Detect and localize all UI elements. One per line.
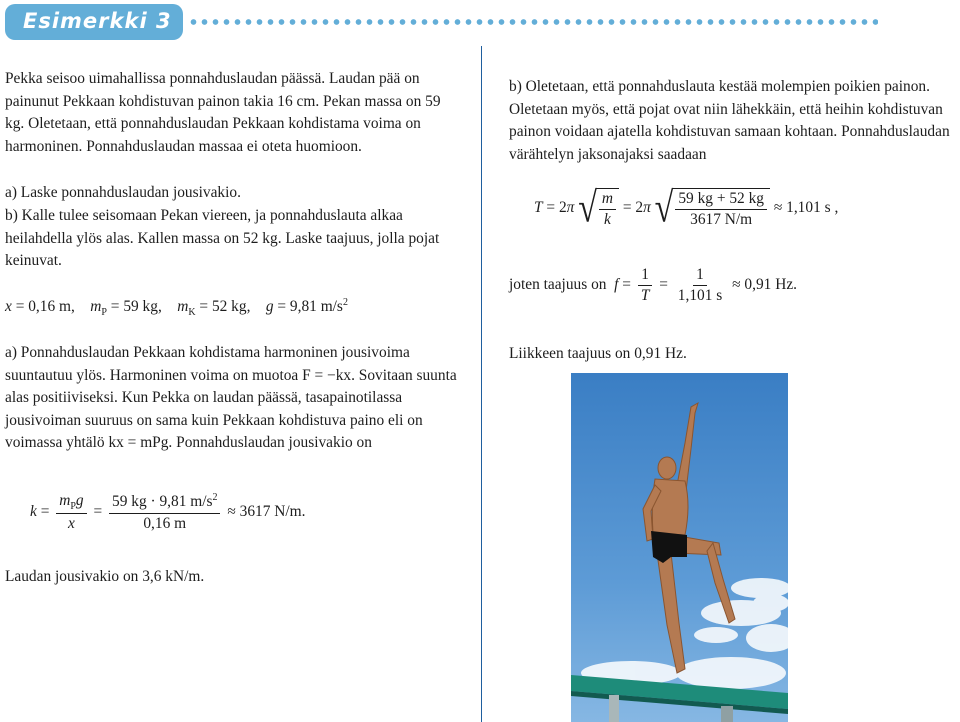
dotted-header-rule <box>188 17 878 27</box>
f-result: ≈ 0,91 Hz. <box>732 276 797 294</box>
given-values: x = 0,16 m, $m_P = 59$ kg, $m_K = 52$ kg, g = 9,81 $m/s^2$ <box>5 297 348 319</box>
fraction-symbolic: $\frac{m_Pg}{x}$ <box>56 492 86 533</box>
diver-photo <box>571 373 788 722</box>
given-mp: 59 kg, <box>123 298 162 316</box>
given-mk: 52 kg, <box>211 298 251 316</box>
solution-part-a: a) Ponnahduslaudan Pekkaan kohdistama harmoninen jousivoima suuntautuu ylös. Harmoninen voima on muotoa F = −kx. Sovitaan suunta alas positiiviseksi. Kun Pekka on laudan päässä, tasapainotilassa jousivoiman suuruus on sama kuin Pekkaan kohdistuva paino eli on voimassa yhtälö kx = mPg. Ponnahduslaudan jousivakio on <box>5 344 457 452</box>
given-x: 0,16 m, <box>28 298 75 316</box>
solution-part-b: b) Oletetaan, että ponnahduslauta kestää molempien poikien painon. Oletetaan myös, että pojat ovat niin lähekkäin, että heihin kohdistuvan painon voidaan ajatella kohdistuvan samaan kohtaan. Ponnahduslaudan värähtelyn jaksonajaksi saadaan <box>509 78 950 163</box>
period-formula: T = 2π √ $\frac{m}{k}$ = 2π √ $\frac{59 kg + 52 kg}{3617 N/m}$ ≈ 1,101 s , <box>534 184 839 231</box>
k-numerator: 59 kg · 9,81 m/s <box>112 493 213 511</box>
f-denominator: 1,101 s <box>677 287 723 304</box>
example-header-tab <box>5 4 183 40</box>
spring-constant-formula: k = $\frac{m_Pg}{x}$ = $\frac{59 kg \cdot 9,81 m/s^2}{0,16 m}$ ≈ 3617 N/m. <box>30 492 306 533</box>
sqrt-numeric: √ $\frac{59 kg + 52 kg}{3617 N/m}$ <box>655 188 770 229</box>
sqrt-symbolic: √ $\frac{m}{k}$ <box>578 188 619 229</box>
fraction-one-over-value <box>675 266 725 305</box>
t-denominator: 3617 N/m <box>690 211 753 228</box>
frequency-formula: joten taajuus on f = $\frac{1}{T}$ = $\frac{1}{1,101 s}$ ≈ 0,91 Hz. <box>509 266 797 304</box>
given-g: 9,81 m/s <box>289 298 343 316</box>
f-denominator-t: T <box>640 287 650 304</box>
conclusion-part-b: Liikkeen taajuus on 0,91 Hz. <box>509 345 687 362</box>
f-numerator-1: 1 <box>638 266 652 286</box>
fraction-one-over-t <box>638 266 653 305</box>
k-denominator: 0,16 m <box>143 514 187 532</box>
conclusion-part-a: Laudan jousivakio on 3,6 kN/m. <box>5 568 205 585</box>
problem-part-b: b) Kalle tulee seisomaan Pekan viereen, ja ponnahduslauta alkaa heilahdella ylös alas. Kallen massa on 52 kg. Laske taajuus, jolla pojat keinuvat. <box>5 207 440 270</box>
column-divider <box>481 46 482 722</box>
frequency-intro: joten taajuus on <box>509 276 607 294</box>
example-title: Esimerkki 3 <box>23 9 172 33</box>
t-numerator: 59 kg + 52 kg <box>675 190 767 210</box>
fraction-numeric: $\frac{59 kg \cdot 9,81 m/s^2}{0,16 m}$ <box>109 492 220 532</box>
problem-part-a: a) Laske ponnahduslaudan jousivakio. <box>5 184 241 201</box>
k-result: ≈ 3617 N/m. <box>227 503 306 521</box>
problem-statement: Pekka seisoo uimahallissa ponnahduslaudan päässä. Laudan pää on painunut Pekkaan kohdistuvan painon takia 16 cm. Pekan massa on 59 kg. Oletetaan, että ponnahduslaudan Pekkaan kohdistama voima on harmoninen. Ponnahduslaudan massaa ei oteta huomioon. <box>5 70 441 155</box>
t-result: ≈ 1,101 s , <box>773 199 839 217</box>
f-numerator-2: 1 <box>693 266 707 286</box>
